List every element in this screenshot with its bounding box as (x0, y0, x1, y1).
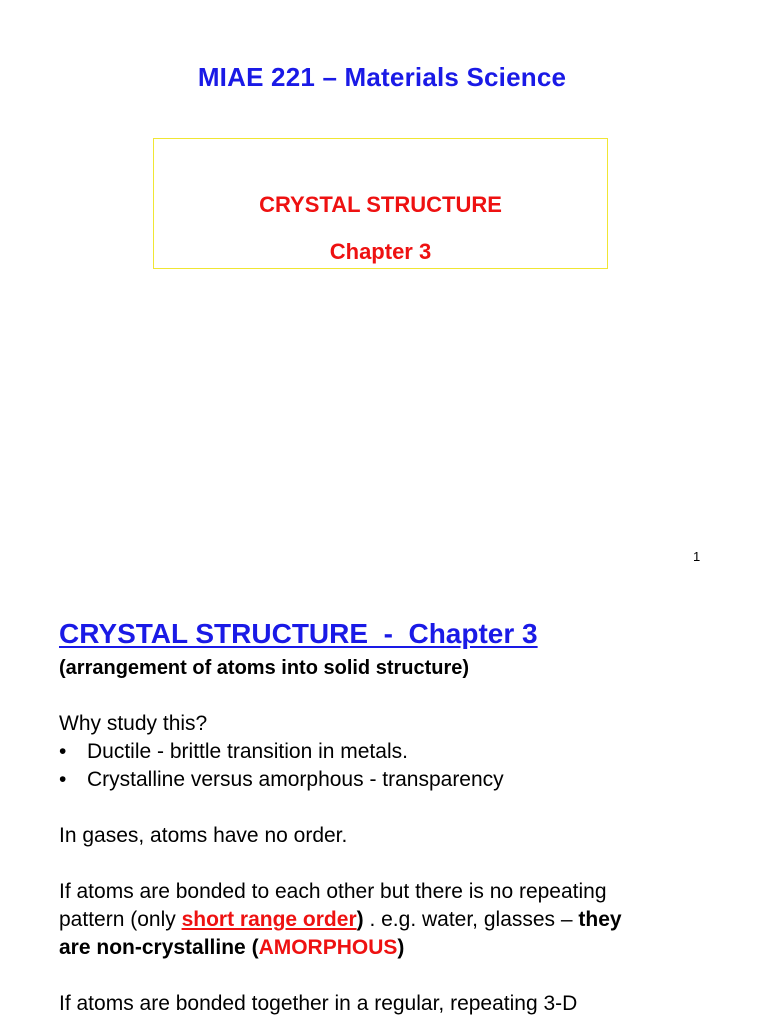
paragraph-line (59, 906, 622, 934)
paragraph-line: If atoms are bonded together in a regular, repeating 3-D (59, 992, 578, 1015)
bullet-item (59, 738, 408, 766)
bullet-dot: • (59, 768, 67, 791)
text-run: they (578, 908, 622, 931)
title-box (153, 138, 608, 269)
bullet-dot: • (59, 740, 67, 763)
why-study-text: Why study this? (59, 712, 208, 735)
text-run: ) (397, 936, 405, 959)
gases-text: In gases, atoms have no order. (59, 824, 348, 847)
text-run: . e.g. water, glasses – (363, 908, 579, 931)
page-number: 1 (693, 549, 701, 564)
box-subtitle: Chapter 3 (329, 239, 432, 264)
paragraph-line: If atoms are bonded to each other but there is no repeating (59, 880, 607, 903)
text-run: pattern (only (59, 908, 182, 931)
slide2-subheading: (arrangement of atoms into solid structure) (59, 657, 470, 679)
bullet-item (59, 766, 504, 794)
text-run: are non-crystalline ( (59, 936, 259, 959)
course-title: MIAE 221 – Materials Science (197, 62, 567, 92)
box-title: CRYSTAL STRUCTURE (259, 192, 502, 217)
bullet-text: Ductile - brittle transition in metals. (87, 740, 408, 763)
short-range-order-text: short range order (181, 908, 357, 931)
bullet-text: Crystalline versus amorphous - transparency (87, 768, 504, 791)
text-run: ) (356, 908, 364, 931)
paragraph-line (59, 934, 404, 962)
amorphous-text: AMORPHOUS (258, 936, 398, 959)
slide2-heading: CRYSTAL STRUCTURE - Chapter 3 (59, 618, 538, 649)
